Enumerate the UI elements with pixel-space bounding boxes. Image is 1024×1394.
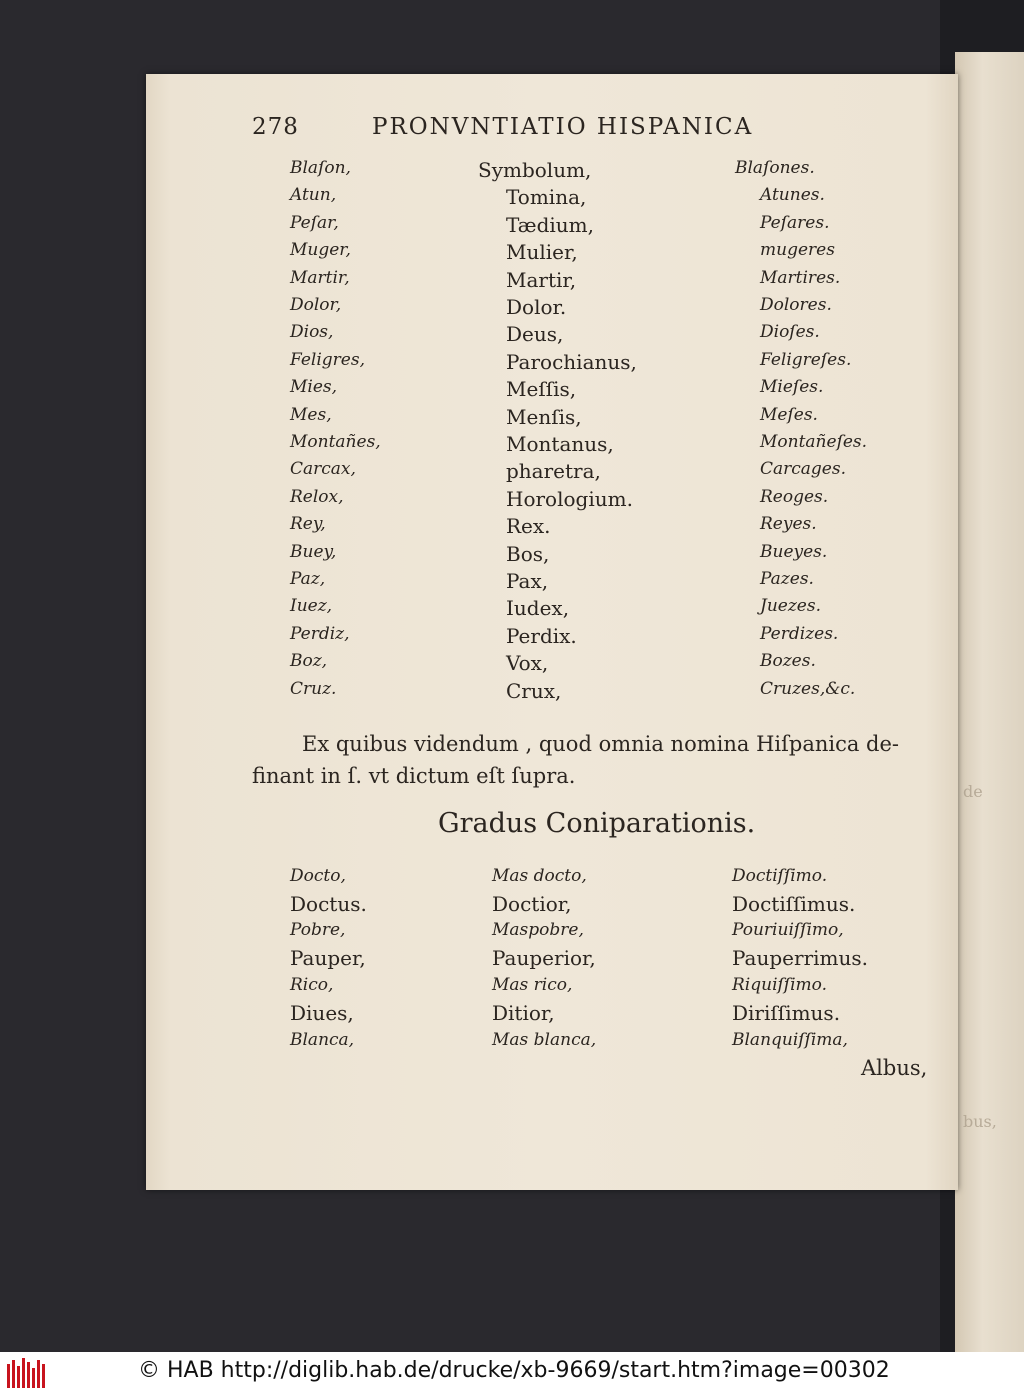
latin-word: Dolor. — [506, 295, 567, 319]
comparative-degree: Mas rico, — [492, 975, 573, 995]
spanish-singular: Carcax, — [290, 459, 356, 480]
latin-word: Bos, — [506, 541, 550, 566]
superlative-degree: Doctiſſimo. — [732, 866, 828, 886]
copyright-url: © HAB http://diglib.hab.de/drucke/xb-9669/start.htm?image=00302 — [138, 1358, 890, 1383]
latin-word: Tomina, — [506, 185, 587, 210]
spanish-plural: Blaſones. — [735, 158, 815, 178]
superlative-degree: Riquiſſimo. — [732, 975, 827, 995]
comparative-degree: Maspobre, — [492, 920, 584, 940]
spanish-singular: Feligres, — [290, 349, 365, 370]
spanish-singular: Peſar, — [290, 212, 339, 233]
vocab-row — [0, 651, 1024, 678]
superlative-degree: Pauperrimus. — [732, 946, 868, 970]
vocab-row — [0, 213, 1024, 240]
latin-word: Symbolum, — [478, 158, 592, 182]
spanish-plural: Carcages. — [760, 459, 846, 480]
comparative-degree: Mas blanca, — [492, 1030, 597, 1050]
spanish-singular: Paz, — [290, 569, 326, 589]
vocab-row — [0, 377, 1024, 404]
spanish-plural: Mieſes. — [760, 377, 824, 398]
latin-word: Martir, — [506, 267, 577, 292]
latin-word: Menſis, — [506, 404, 582, 429]
running-header — [252, 114, 754, 140]
latin-word: Iudex, — [506, 596, 570, 621]
vocab-row — [0, 487, 1024, 514]
spanish-singular: Dios, — [290, 322, 334, 343]
page-number: 278 — [252, 114, 299, 140]
spanish-plural: Peſares. — [760, 212, 830, 233]
hab-logo-icon — [6, 1356, 48, 1390]
vocab-row — [0, 514, 1024, 541]
superlative-degree: Doctiſſimus. — [732, 892, 856, 916]
positive-degree: Pobre, — [290, 920, 346, 940]
spanish-singular: Cruz. — [290, 678, 337, 699]
latin-word: Meſſis, — [506, 377, 577, 402]
latin-word: Deus, — [506, 322, 564, 347]
spanish-plural: Martires. — [760, 267, 841, 288]
spanish-plural: mugeres — [760, 240, 835, 261]
latin-word: pharetra, — [506, 459, 601, 484]
spanish-plural: Bueyes. — [760, 541, 828, 562]
footer-bar — [0, 1352, 1024, 1394]
vocab-row — [0, 322, 1024, 349]
spanish-singular: Buey, — [290, 541, 337, 562]
vocab-row — [0, 158, 1024, 185]
latin-word: Perdix. — [506, 623, 577, 648]
spanish-singular: Blaſon, — [290, 158, 351, 178]
paragraph-line: Ex quibus videndum , quod omnia nomina Hiſpanica de- — [302, 732, 900, 756]
latin-word: Montanus, — [506, 432, 614, 456]
spanish-singular: Montañes, — [290, 432, 381, 452]
spanish-plural: Perdizes. — [760, 623, 839, 644]
spanish-plural: Juezes. — [760, 596, 821, 617]
section-heading: Gradus Coniparationis. — [438, 808, 756, 839]
latin-word: Vox, — [506, 651, 549, 676]
running-title: PRONVNTIATIO HISPANICA — [372, 114, 754, 140]
latin-word: Rex. — [506, 514, 551, 539]
vocab-row — [0, 295, 1024, 322]
vocab-row — [0, 432, 1024, 459]
spanish-plural: Bozes. — [760, 651, 816, 672]
vocab-row — [0, 185, 1024, 212]
spanish-singular: Mes, — [290, 404, 332, 425]
latin-word: Mulier, — [506, 240, 578, 265]
spanish-singular: Rey, — [290, 514, 326, 535]
latin-word: Crux, — [506, 678, 562, 703]
vocab-row — [0, 569, 1024, 596]
vocab-row — [0, 405, 1024, 432]
superlative-degree: Pouriuiſſimo, — [732, 920, 844, 940]
spanish-plural: Cruzes,&c. — [760, 678, 856, 699]
superlative-degree: Blanquiſſima, — [732, 1030, 848, 1050]
vocab-row — [0, 679, 1024, 706]
spanish-singular: Relox, — [290, 486, 344, 507]
positive-degree: Diues, — [290, 1001, 354, 1025]
spanish-singular: Martir, — [290, 267, 350, 288]
vocab-row — [0, 240, 1024, 267]
spanish-singular: Mies, — [290, 377, 338, 398]
spanish-plural: Dioſes. — [760, 322, 820, 343]
comparative-degree: Ditior, — [492, 1001, 555, 1025]
vocab-row — [0, 596, 1024, 623]
vocab-row — [0, 268, 1024, 295]
spanish-plural: Meſes. — [760, 404, 818, 425]
vocab-row — [0, 459, 1024, 486]
catchword: Albus, — [861, 1056, 928, 1080]
paragraph-line: finant in ſ. vt dictum eſt ſupra. — [252, 764, 576, 788]
spanish-singular: Dolor, — [290, 295, 342, 315]
body-paragraph — [252, 728, 942, 792]
latin-word: Tædium, — [506, 212, 594, 237]
comparative-degree: Pauperior, — [492, 946, 596, 970]
spanish-singular: Atun, — [290, 185, 337, 206]
latin-word: Parochianus, — [506, 349, 637, 374]
spanish-plural: Dolores. — [760, 295, 832, 315]
spanish-plural: Atunes. — [760, 185, 825, 206]
superlative-degree: Diriſſimus. — [732, 1001, 841, 1025]
vocab-row — [0, 542, 1024, 569]
positive-degree: Rico, — [290, 975, 334, 995]
spanish-plural: Montañeſes. — [760, 432, 868, 452]
adjacent-page-edge: de bus, — [955, 52, 1024, 1352]
vocab-row — [0, 350, 1024, 377]
spanish-plural: Pazes. — [760, 569, 814, 589]
spanish-singular: Boz, — [290, 651, 328, 672]
comparative-degree: Doctior, — [492, 892, 572, 916]
latin-word: Horologium. — [506, 486, 633, 511]
spanish-singular: Perdiz, — [290, 623, 350, 644]
latin-word: Pax, — [506, 569, 549, 593]
spanish-singular: Muger, — [290, 240, 351, 261]
positive-degree: Docto, — [290, 866, 346, 886]
positive-degree: Doctus. — [290, 892, 367, 916]
positive-degree: Pauper, — [290, 946, 366, 970]
vocab-row — [0, 624, 1024, 651]
spanish-plural: Feligreſes. — [760, 349, 852, 370]
spanish-plural: Reyes. — [760, 514, 817, 535]
spanish-plural: Reoges. — [760, 486, 829, 507]
positive-degree: Blanca, — [290, 1030, 355, 1050]
spanish-singular: Iuez, — [290, 596, 333, 617]
comparative-degree: Mas docto, — [492, 866, 587, 886]
